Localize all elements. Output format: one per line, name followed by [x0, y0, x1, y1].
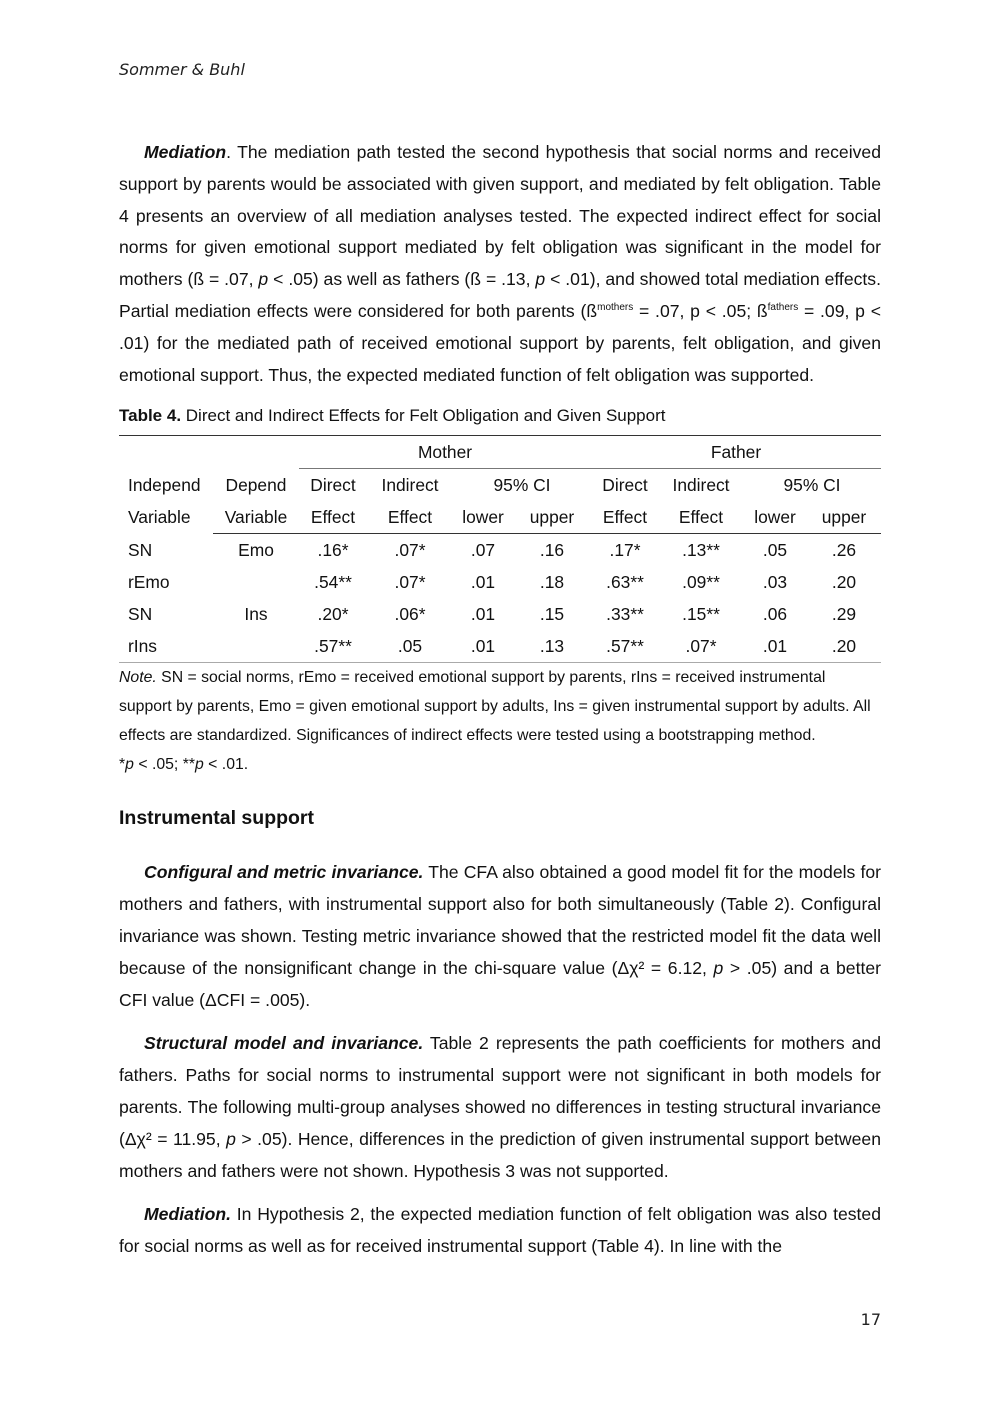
table-row: rIns .57** .05 .01 .13 .57** .07* .01 .20 [119, 630, 881, 663]
table-caption: Table 4. Direct and Indirect Effects for Felt Obligation and Given Support [119, 406, 666, 426]
table-row: SN Emo .16* .07* .07 .16 .17* .13** .05 .26 [119, 534, 881, 567]
paragraph-lead: Mediation [144, 142, 227, 162]
group-mother: Mother [299, 436, 591, 469]
page-content [119, 137, 881, 1263]
table-header-row-2: Variable Variable Effect Effect lower upper Effect Effect lower upper [128, 506, 867, 528]
table-row: SN Ins .20* .06* .01 .15 .33** .15** .06 .29 [128, 603, 857, 624]
table-note: Note. SN = social norms, rEmo = received emotional support by parents, rIns = received instrumental support by parents, Emo = given emotional support by adults, Ins = given instrumental support by adults. All effects are standardized. Significances of indirect effects were tested using a bootstrapping method. *p < .05; **p < .01. [119, 669, 871, 774]
running-header: Sommer & Buhl [119, 60, 245, 79]
configural-paragraph: Configural and metric invariance. The CFA also obtained a good model fit for the models for mothers and fathers, with instrumental support also for both simultaneously (Table 2). Configural invariance was shown. Testing metric invariance showed that the restricted model fit the data well because of the nonsignificant change in the chi-square value (Δχ² = 6.12, p > .05) and a better CFI value (ΔCFI = .005). [119, 862, 881, 1010]
structural-paragraph: Structural model and invariance. Table 2 represents the path coefficients for mothers and fathers. Paths for social norms to instrumental support were not significant in both models for parents. The following multi-group analyses showed no differences in testing structural invariance (Δχ² = 11.95, p > .05). Hence, differences in the prediction of given instrumental support between mothers and fathers were not shown. Hypothesis 3 was not supported. [119, 1033, 881, 1181]
table-row: rEmo .54** .07* .01 .18 .63** .09** .03 .20 [128, 571, 857, 592]
page-number: 17 [860, 1310, 881, 1329]
mediation-instrumental-paragraph: Mediation. In Hypothesis 2, the expected mediation function of felt obligation was also tested for social norms as well as for received instrumental support (Table 4). In line with the [119, 1204, 881, 1257]
group-father: Father [591, 436, 881, 469]
mediation-paragraph: Mediation. The mediation path tested the second hypothesis that social norms and received support by parents would be associated with given support, and mediated by felt obligation. Table 4 presents an overview of all mediation analyses tested. The expected indirect effect for social norms for given emotional support mediated by felt obligation was significant in the model for mothers (ß = .07, p < .05) as well as fathers (ß = .13, p < .01), and showed total mediation effects. Partial mediation effects were considered for both parents ($ß^{mothers} = .07$, p < .05; $ß^{fathers} = .09$, p < .01) for the mediated path of received emotional support by parents, felt obligation, and given emotional support. Thus, the expected mediated function of felt obligation was supported. [119, 142, 881, 385]
section-heading: Instrumental support [119, 807, 315, 830]
table-group-header [119, 436, 881, 469]
table-header-row-1: Independ Depend Direct Indirect 95% CI Direct Indirect 95% CI [128, 474, 841, 495]
table-4 [119, 435, 881, 663]
